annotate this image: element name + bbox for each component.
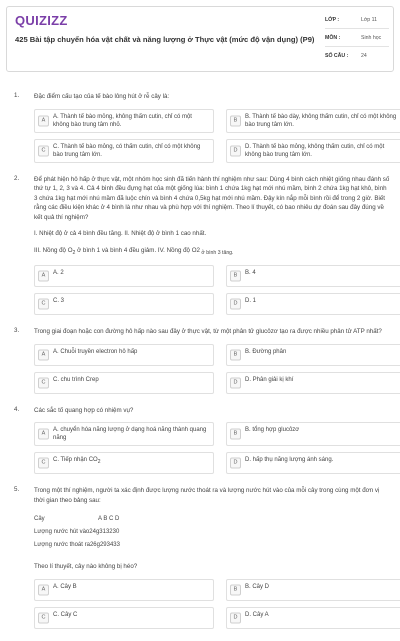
meta-key: SỐ CÂU : bbox=[325, 53, 349, 59]
option-d[interactable] bbox=[226, 452, 400, 474]
option-letter: B bbox=[230, 271, 241, 282]
meta-key: LỚP : bbox=[325, 17, 340, 23]
option-c[interactable] bbox=[34, 139, 214, 163]
question-text: Các sắc tố quang hợp có nhiệm vụ? bbox=[34, 406, 134, 414]
option-text: A. Chuỗi truyền electron hô hấp bbox=[53, 348, 138, 355]
option-a[interactable] bbox=[34, 579, 214, 601]
option-c[interactable] bbox=[34, 293, 214, 315]
worksheet-title: 425 Bài tập chuyển hóa vật chất và năng lượng ở Thực vật (mức độ vận dụng) (P9) bbox=[15, 35, 315, 44]
option-text: C. 3 bbox=[53, 298, 65, 305]
data-table bbox=[34, 513, 390, 552]
table-value: 26g293433 bbox=[89, 542, 120, 549]
subquestion-text: Theo lí thuyết, cây nào không bị héo? bbox=[34, 563, 138, 571]
statement-text: III. Nồng độ O bbox=[34, 246, 73, 254]
question-3 bbox=[14, 327, 390, 394]
option-text: B. Thành tế bào dày, không thấm cutin, chỉ có một không bào trung tâm lớn. bbox=[245, 113, 397, 128]
option-text: C. Thành tế bào mỏng, có thấm cutin, chỉ có một không bào trung tâm lớn. bbox=[53, 143, 201, 158]
option-letter: B bbox=[230, 115, 241, 126]
option-a[interactable] bbox=[34, 344, 214, 366]
option-text: C. Cây C bbox=[53, 611, 78, 618]
subscript: 2 bbox=[72, 249, 76, 256]
option-letter: D bbox=[230, 377, 241, 388]
meta-key: MÔN : bbox=[325, 35, 341, 41]
option-letter: B bbox=[230, 429, 241, 440]
option-text: C. chu trình Crep bbox=[53, 376, 99, 383]
table-row bbox=[34, 513, 390, 526]
option-letter: C bbox=[38, 299, 49, 310]
question-5 bbox=[14, 486, 390, 629]
option-text: B. Cây D bbox=[245, 583, 270, 590]
option-a[interactable] bbox=[34, 422, 214, 446]
statement-line bbox=[34, 229, 390, 239]
worksheet-header bbox=[6, 6, 394, 72]
option-letter: C bbox=[38, 145, 49, 156]
option-d[interactable] bbox=[226, 372, 400, 394]
table-row bbox=[34, 526, 390, 539]
option-letter: B bbox=[230, 349, 241, 360]
answer-options bbox=[34, 109, 397, 163]
option-letter: A bbox=[38, 115, 49, 126]
meta-row-class bbox=[325, 11, 389, 29]
option-letter: D bbox=[230, 145, 241, 156]
question-number: 3. bbox=[14, 327, 20, 335]
question-4 bbox=[14, 406, 390, 475]
option-a[interactable] bbox=[34, 109, 214, 133]
question-1 bbox=[14, 92, 397, 163]
option-d[interactable] bbox=[226, 139, 400, 163]
option-letter: C bbox=[38, 458, 49, 469]
meta-row-count bbox=[325, 47, 389, 64]
answer-options bbox=[34, 579, 390, 629]
statement-text: ở bình 1 và bình 4 đều giảm. IV. Nồng độ O bbox=[75, 246, 197, 254]
table-label: Lượng nước thoát ra bbox=[34, 542, 90, 549]
option-text: B. Đường phân bbox=[245, 348, 287, 355]
option-letter: A bbox=[38, 349, 49, 360]
option-text: A. chuyển hóa năng lượng ở dạng hoá năng thành quang năng bbox=[53, 427, 207, 442]
option-letter: D bbox=[230, 612, 241, 623]
option-text: A. Cây B bbox=[53, 583, 77, 590]
option-text: A. Thành tế bào mỏng, không thấm cutin, chỉ có một không bào trung tâm nhỏ. bbox=[53, 113, 192, 128]
meta-panel bbox=[325, 11, 389, 64]
meta-value: 24 bbox=[361, 53, 367, 59]
statement-text: I. Nhiệt độ ở cả 4 bình đều tăng. II. Nhiệt độ ở bình 1 cao nhất. bbox=[34, 230, 207, 237]
option-b[interactable] bbox=[226, 344, 400, 366]
option-text: D. 1 bbox=[245, 298, 257, 305]
meta-value: Sinh học bbox=[361, 35, 382, 41]
option-text: D. Phân giải kị khí bbox=[245, 376, 294, 383]
question-text: Trong giai đoạn hoặc con đường hô hấp nào sau đây ở thực vật, từ một phân tử glucôzơ tạo ra được nhiều phân tử ATP nhất? bbox=[34, 328, 382, 336]
option-text: D. Cây A bbox=[245, 611, 269, 618]
answer-options bbox=[34, 422, 390, 474]
option-text: A. 2 bbox=[53, 270, 64, 277]
table-row bbox=[34, 539, 390, 552]
option-text: D. Thành tế bào mỏng, không thấm cutin, chỉ có một không bào trung tâm lớn. bbox=[245, 143, 385, 158]
option-text: B. tổng hợp glucôzơ bbox=[245, 427, 300, 434]
option-letter: D bbox=[230, 299, 241, 310]
question-number: 2. bbox=[14, 174, 20, 182]
option-b[interactable] bbox=[226, 422, 400, 446]
option-d[interactable] bbox=[226, 607, 400, 629]
option-b[interactable] bbox=[226, 265, 400, 287]
option-letter: B bbox=[230, 584, 241, 595]
question-number: 1. bbox=[14, 92, 20, 99]
option-text: D. hấp thụ năng lượng ánh sáng. bbox=[245, 457, 334, 464]
question-2 bbox=[14, 175, 390, 316]
option-c[interactable] bbox=[34, 452, 214, 474]
option-letter: D bbox=[230, 458, 241, 469]
question-text: Để phát hiện hô hấp ở thực vật, một nhóm học sinh đã tiến hành thí nghiệm như sau: Dùng 4 bình cách nhiệt giống nhau đánh số thứ tự 1, 2, 3 và 4. Cả 4 bình đều đựng hạt của một giống lúa: bình 1 chứa 1kg hạt mới nhú mầm, bình 2 chứa 1kg hạt khô, bình 3 chứa 1kg hạt mới nhú mầm đã luộc chín và bình 4 chứa 0,5kg hạt mới nhú mầm. Đậy kín nắp mỗi bình rồi để trong 2 giờ. Biết rằng các điều kiện khác ở 4 bình là như nhau và phù hợp với thí nghiệm. Theo lí thuyết, có bao nhiêu dự đoán sau đây đúng về kết quả thí nghiệm? bbox=[34, 175, 390, 221]
option-d[interactable] bbox=[226, 293, 400, 315]
table-value: A B C D bbox=[98, 516, 120, 523]
answer-options bbox=[34, 265, 390, 315]
subscript: ở bình 3 tăng. bbox=[200, 249, 234, 256]
option-c[interactable] bbox=[34, 372, 214, 394]
option-b[interactable] bbox=[226, 579, 400, 601]
meta-value: Lớp 11 bbox=[361, 17, 377, 23]
option-text: B. 4 bbox=[245, 270, 256, 277]
table-label: Cây bbox=[34, 516, 45, 523]
table-value: 24g313230 bbox=[89, 529, 120, 536]
answer-options bbox=[34, 344, 390, 394]
option-b[interactable] bbox=[226, 109, 400, 133]
subscript: 2 bbox=[97, 459, 101, 466]
option-letter: A bbox=[38, 584, 49, 595]
table-label: Lượng nước hút vào bbox=[34, 529, 90, 536]
questions-list bbox=[14, 92, 397, 641]
option-c[interactable] bbox=[34, 607, 214, 629]
option-a[interactable] bbox=[34, 265, 214, 287]
question-number: 5. bbox=[14, 486, 20, 494]
question-text: Trong một thí nghiệm, người ta xác định được lượng nước thoát ra và lượng nước hút vào của mỗi cây trong cùng một đơn vị thời gian theo bảng sau: bbox=[34, 487, 380, 504]
option-letter: C bbox=[38, 377, 49, 388]
meta-row-subject bbox=[325, 29, 389, 47]
option-text: C. Tiếp nhận CO bbox=[53, 457, 98, 464]
option-letter: A bbox=[38, 271, 49, 282]
option-letter: C bbox=[38, 612, 49, 623]
statement-text: 2 bbox=[196, 246, 200, 254]
statement-line bbox=[34, 246, 390, 259]
option-letter: A bbox=[38, 429, 49, 440]
question-number: 4. bbox=[14, 405, 20, 413]
quizizz-logo: QUIZIZZ bbox=[15, 13, 68, 28]
question-text: Đặc điểm cấu tạo của tế bào lông hút ở rễ cây là: bbox=[34, 93, 170, 100]
